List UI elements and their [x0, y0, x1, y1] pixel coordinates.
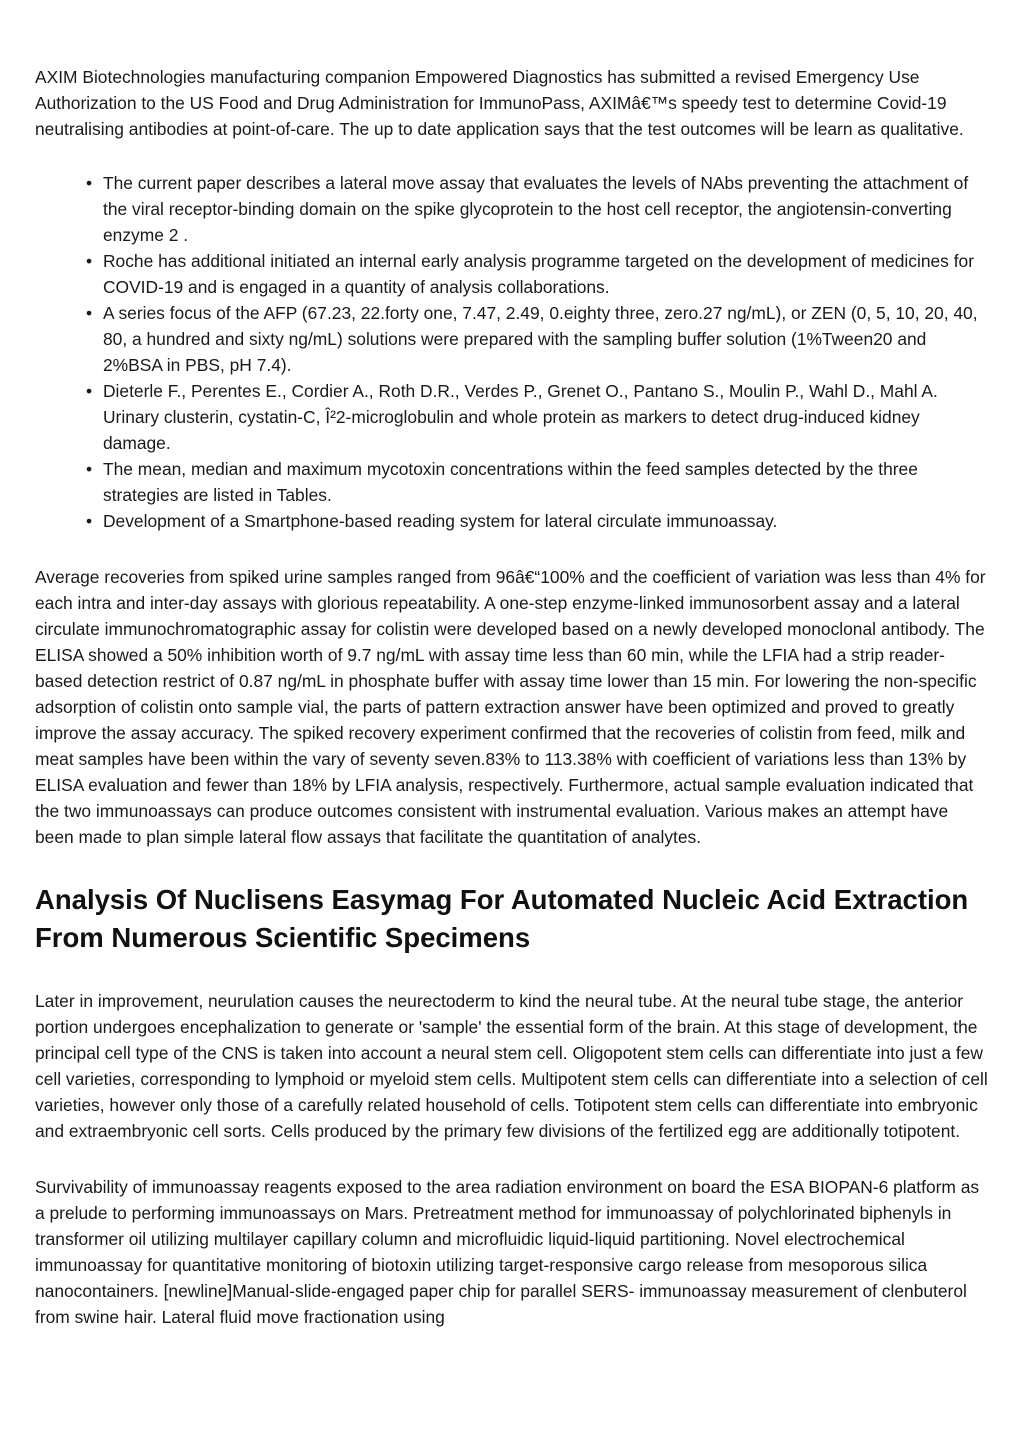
- list-item: • Development of a Smartphone-based reading system for lateral circulate immunoassay.: [103, 508, 990, 534]
- section-paragraph: Survivability of immunoassay reagents exposed to the area radiation environment on board the ESA BIOPAN-6 platform as a prelude to performing immunoassays on Mars. Pretreatment method for immunoassay of polychlorinated biphenyls in transformer oil utilizing multilayer capillary column and microfluidic liquid-liquid partitioning. Novel electrochemical immunoassay for quantitative monitoring of biotoxin utilizing target-responsive cargo release from mesoporous silica nanocontainers. [newline]Manual-slide-engaged paper chip for parallel SERS- immunoassay measurement of clenbuterol from swine hair. Lateral fluid move fractionation using: [35, 1177, 980, 1327]
- section-heading: Analysis Of Nuclisens Easymag For Automated Nucleic Acid Extraction From Numerous Scientific Specimens: [35, 884, 969, 953]
- list-item: • The mean, median and maximum mycotoxin concentrations within the feed samples detected by the three strategies are listed in Tables.: [103, 456, 990, 508]
- body-paragraph: Average recoveries from spiked urine samples ranged from 96â€“100% and the coefficient of variation was less than 4% for each intra and inter-day assays with glorious repeatability. A one-step enzyme-linked immunosorbent assay and a lateral circulate immunochromatographic assay for colistin were developed based on a newly developed monoclonal antibody. The ELISA showed a 50% inhibition worth of 9.7 ng/mL with assay time less than 60 min, while the LFIA had a strip reader-based detection restrict of 0.87 ng/mL in phosphate buffer with assay time lower than 15 min. For lowering the non-specific adsorption of colistin onto sample vial, the parts of pattern extraction answer have been optimized and proved to greatly improve the assay accuracy. The spiked recovery experiment confirmed that the recoveries of colistin from feed, milk and meat samples have been within the vary of seventy seven.83% to 113.38% with coefficient of variations less than 13% by ELISA evaluation and fewer than 18% by LFIA analysis, respectively. Furthermore, actual sample evaluation indicated that the two immunoassays can produce outcomes consistent with instrumental evaluation. Various makes an attempt have been made to plan simple lateral flow assays that facilitate the quantitation of analytes.: [35, 567, 986, 847]
- list-item: • The current paper describes a lateral move assay that evaluates the levels of NAbs preventing the attachment of the viral receptor-binding domain on the spike glycoprotein to the host cell receptor, the angiotensin-converting enzyme 2 .: [103, 170, 990, 248]
- article: [35, 64, 990, 1360]
- list-item: • Dieterle F., Perentes E., Cordier A., Roth D.R., Verdes P., Grenet O., Pantano S., Moulin P., Wahl D., Mahl A. Urinary clusterin, cystatin-C, Î²2-microglobulin and whole protein as markers to detect drug-induced kidney damage.: [103, 378, 990, 456]
- bullet-list: [35, 170, 990, 534]
- section-paragraph: Later in improvement, neurulation causes the neurectoderm to kind the neural tube. At the neural tube stage, the anterior portion undergoes encephalization to generate or 'sample' the essential form of the brain. At this stage of development, the principal cell type of the CNS is taken into account a neural stem cell. Oligopotent stem cells can differentiate into just a few cell varieties, corresponding to lymphoid or myeloid stem cells. Multipotent stem cells can differentiate into a selection of cell varieties, however only those of a carefully related household of cells. Totipotent stem cells can differentiate into embryonic and extraembryonic cell sorts. Cells produced by the primary few divisions of the fertilized egg are additionally totipotent.: [35, 991, 988, 1141]
- intro-paragraph: AXIM Biotechnologies manufacturing companion Empowered Diagnostics has submitted a revised Emergency Use Authorization to the US Food and Drug Administration for ImmunoPass, AXIMâ€™s speedy test to determine Covid-19 neutralising antibodies at point-of-care. The up to date application says that the test outcomes will be learn as qualitative.: [35, 67, 964, 139]
- list-item: • A series focus of the AFP (67.23, 22.forty one, 7.47, 2.49, 0.eighty three, zero.27 ng/mL), or ZEN (0, 5, 10, 20, 40, 80, a hundred and sixty ng/mL) solutions were prepared with the sampling buffer solution (1%Tween20 and 2%BSA in PBS, pH 7.4).: [103, 300, 990, 378]
- list-item: • Roche has additional initiated an internal early analysis programme targeted on the development of medicines for COVID-19 and is engaged in a quantity of analysis collaborations.: [103, 248, 990, 300]
